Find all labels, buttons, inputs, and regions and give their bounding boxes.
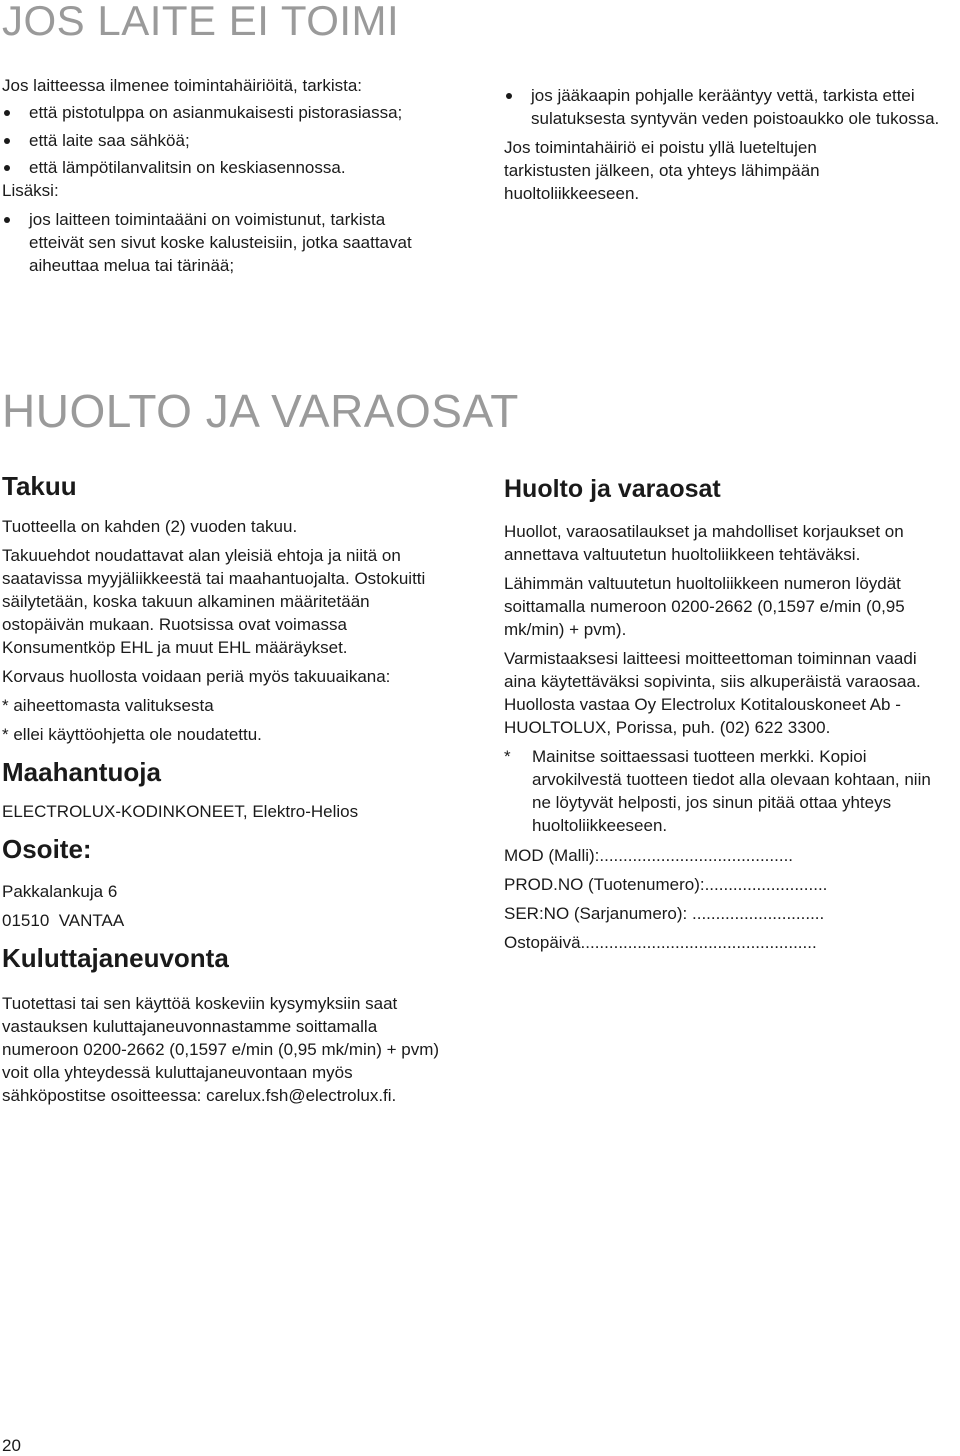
drain-checklist	[504, 84, 944, 130]
service-note-text: Mainitse soittaessasi tuotteen merkki. Kopioi arvokilvestä tuotteen tiedot alla olevaan kohtaan, niin ne löytyvät helposti, jos sinun pitää ottaa yhteys huoltoliikkeeseen.	[532, 746, 931, 835]
troubleshooting-closing: Jos toimintahäiriö ei poistu yllä lueteltujen tarkistusten jälkeen, ota yhteys lähimpään huoltoliikkeeseen.	[504, 138, 820, 203]
service-note	[504, 745, 952, 837]
section-title-troubleshooting: JOS LAITE EI TOIMI	[2, 0, 400, 44]
additional-label: Lisäksi:	[2, 181, 59, 200]
consumer-advice-text: Tuotettasi tai sen käyttöä koskeviin kysymyksiin saat vastauksen kuluttajaneuvonnastamme soittamalla numeroon 0200-2662 (0,1597 e/min (0,95 mk/min) + pvm) voit olla yhteydessä kuluttajaneuvontaan myös sähköpostitse osoitteessa: carelux.fsh@electrolux.fi.	[2, 994, 440, 1106]
service-p3: Varmistaaksesi laitteesi moitteettoman toiminnan vaadi aina käytettäväksi sopivinta, siis alkuperäistä varaosaa. Huollosta vastaa Oy Electrolux Kotitalouskoneet Ab - HUOLTOLUX, Porissa, puh. (02) 622 3300.	[504, 648, 921, 737]
page-number: 20	[2, 1436, 21, 1455]
takuu-period: Tuotteella on kahden (2) vuoden takuu.	[2, 516, 298, 536]
additional-checklist	[2, 208, 442, 277]
bullet-icon	[4, 217, 10, 223]
service-right-column	[504, 476, 960, 954]
takuu-charge-item: * ellei käyttöohjetta ole noudatettu.	[2, 724, 262, 744]
asterisk-mark: *	[504, 746, 511, 766]
troubleshooting-left-column	[2, 74, 452, 277]
list-item: että lämpötilanvalitsin on keskiasennossa.	[2, 156, 452, 179]
heading-takuu: Takuu	[2, 471, 77, 501]
field-model: MOD (Malli):.........................................	[504, 845, 794, 865]
troubleshooting-right-column	[504, 84, 944, 205]
field-product-number: PROD.NO (Tuotenumero):..........................	[504, 874, 828, 894]
heading-kuluttajaneuvonta: Kuluttajaneuvonta	[2, 942, 229, 973]
takuu-terms: Takuuehdot noudattavat alan yleisiä ehtoja ja niitä on saatavissa myyjäliikkeestä tai maahantuojalta. Ostokuitti säilytetään, koska takuun alkaminen määritetään ostopäivän mukaan. Ruotsissa ovat voimassa Konsumentköp EHL ja muut EHL määräykset.	[2, 545, 426, 657]
list-item: jos jääkaapin pohjalle kerääntyy vettä, tarkista ettei sulatuksesta syntyvän veden poistoaukko ole tukossa.	[504, 84, 944, 130]
address-city: 01510 VANTAA	[2, 910, 125, 930]
address-street: Pakkalankuja 6	[2, 881, 118, 901]
troubleshooting-checklist	[2, 101, 452, 179]
service-p2: Lähimmän valtuutetun huoltoliikkeen numeron löydät soittamalla numeroon 0200-2662 (0,1597 e/min (0,95 mk/min) + pvm).	[504, 573, 905, 639]
field-purchase-date: Ostopäivä..................................................	[504, 932, 817, 952]
list-item: että pistotulppa on asianmukaisesti pistorasiassa;	[2, 101, 452, 124]
takuu-charges: Korvaus huollosta voidaan periä myös takuuaikana:	[2, 666, 391, 686]
bullet-icon	[506, 93, 512, 99]
bullet-icon	[4, 110, 10, 116]
service-p1: Huollot, varaosatilaukset ja mahdolliset korjaukset on annettava valtuutetun huoltoliikkeen tehtäväksi.	[504, 521, 904, 564]
list-item: että laite saa sähköä;	[2, 129, 452, 152]
troubleshooting-intro: Jos laitteessa ilmenee toimintahäiriöitä, tarkista:	[2, 76, 362, 95]
heading-huolto-varaosat: Huolto ja varaosat	[504, 475, 721, 503]
section-title-service: HUOLTO JA VARAOSAT	[2, 385, 519, 437]
importer-name: ELECTROLUX-KODINKONEET, Elektro-Helios	[2, 802, 359, 822]
list-item: jos laitteen toimintaääni on voimistunut, tarkista etteivät sen sivut koske kalusteisiin, jotka saattavat aiheuttaa melua tai tärinää;	[2, 208, 442, 277]
takuu-charge-item: * aiheettomasta valituksesta	[2, 695, 214, 715]
bullet-icon	[4, 165, 10, 171]
heading-maahantuoja: Maahantuoja	[2, 756, 161, 787]
service-left-column	[2, 472, 442, 1107]
bullet-icon	[4, 138, 10, 144]
heading-osoite: Osoite:	[2, 834, 92, 865]
field-serial-number: SER:NO (Sarjanumero): ............................	[504, 903, 825, 923]
